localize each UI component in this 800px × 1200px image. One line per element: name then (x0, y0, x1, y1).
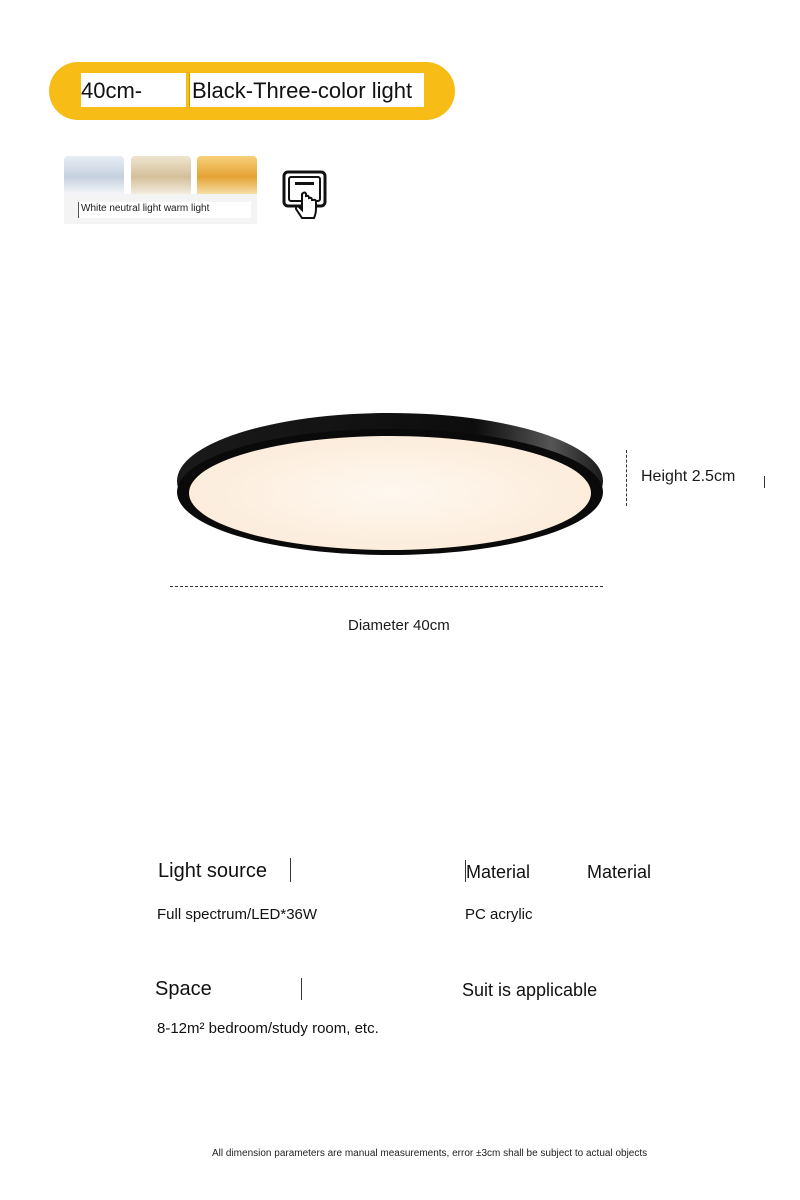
warm-light-swatch (197, 156, 257, 194)
space-heading: Space (155, 978, 212, 1000)
height-dimension-line (626, 450, 627, 506)
suit-applicable-heading: Suit is applicable (462, 980, 598, 1000)
variant-label: Black-Three-color light (189, 73, 424, 107)
swatch-label: White neutral light warm light (78, 202, 251, 218)
size-label: 40cm- (81, 73, 186, 107)
ceiling-lamp-illustration (170, 405, 610, 570)
space-value: 8-12m² bedroom/study room, etc. (157, 1020, 379, 1037)
wall-switch-hand-icon (282, 170, 328, 222)
divider (301, 978, 302, 1000)
divider (290, 858, 291, 882)
neutral-light-swatch (131, 156, 191, 194)
material-heading-secondary: Material (587, 862, 652, 882)
divider (764, 476, 765, 488)
variant-pill (49, 62, 455, 120)
material-value: PC acrylic (465, 906, 533, 923)
material-heading: Material (466, 862, 531, 882)
diameter-label: Diameter 40cm (348, 617, 450, 634)
height-label: Height 2.5cm (641, 468, 736, 485)
white-light-swatch (64, 156, 124, 194)
light-source-heading: Light source (158, 860, 267, 882)
light-source-value: Full spectrum/LED*36W (157, 906, 318, 923)
diameter-dimension-line (170, 586, 603, 587)
footer-note: All dimension parameters are manual measurements, error ±3cm shall be subject to actual objects (212, 1148, 648, 1159)
